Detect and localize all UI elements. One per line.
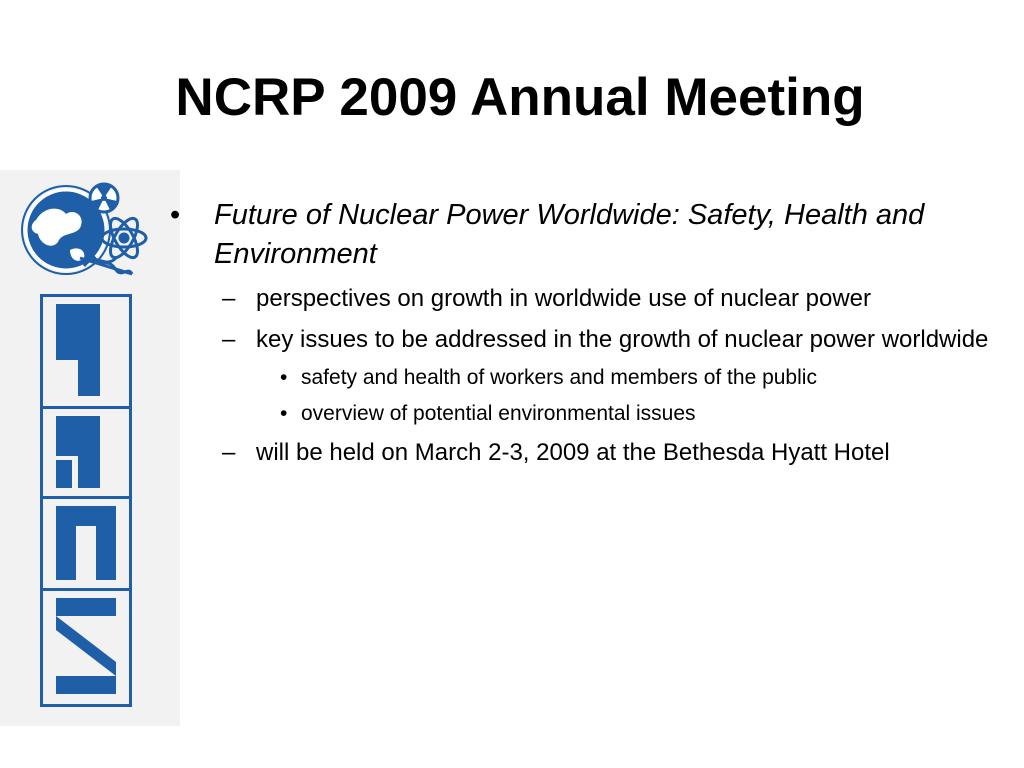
bullet-item	[170, 400, 1000, 428]
bullet-marker: –	[222, 285, 236, 312]
bullet-item	[170, 364, 1000, 392]
bullet-list	[170, 196, 1000, 469]
bullet-text: Future of Nuclear Power Worldwide: Safety, Health and Environment	[214, 199, 925, 270]
bullet-item	[170, 436, 1000, 469]
bullet-item	[170, 282, 1000, 315]
bullet-text: will be held on March 2-3, 2009 at the Bethesda Hyatt Hotel	[256, 439, 890, 466]
bullet-text: key issues to be addressed in the growth of nuclear power worldwide	[256, 326, 989, 353]
bullet-text: overview of potential environmental issues	[301, 402, 696, 425]
bullet-marker: –	[222, 326, 236, 353]
radiation-icon	[90, 183, 118, 212]
ncrp-logo	[0, 170, 180, 726]
logo-lettering	[40, 294, 132, 707]
slide-title: NCRP 2009 Annual Meeting	[175, 68, 865, 127]
bullet-marker: –	[222, 439, 236, 466]
bullet-marker: •	[170, 199, 181, 231]
bullet-text: perspectives on growth in worldwide use of nuclear power	[256, 285, 871, 312]
bullet-item	[170, 196, 1000, 274]
bullet-item	[170, 323, 1000, 356]
bullet-marker: •	[280, 366, 288, 389]
bullet-text: safety and health of workers and members of the public	[301, 366, 817, 389]
bullet-marker: •	[280, 402, 288, 425]
